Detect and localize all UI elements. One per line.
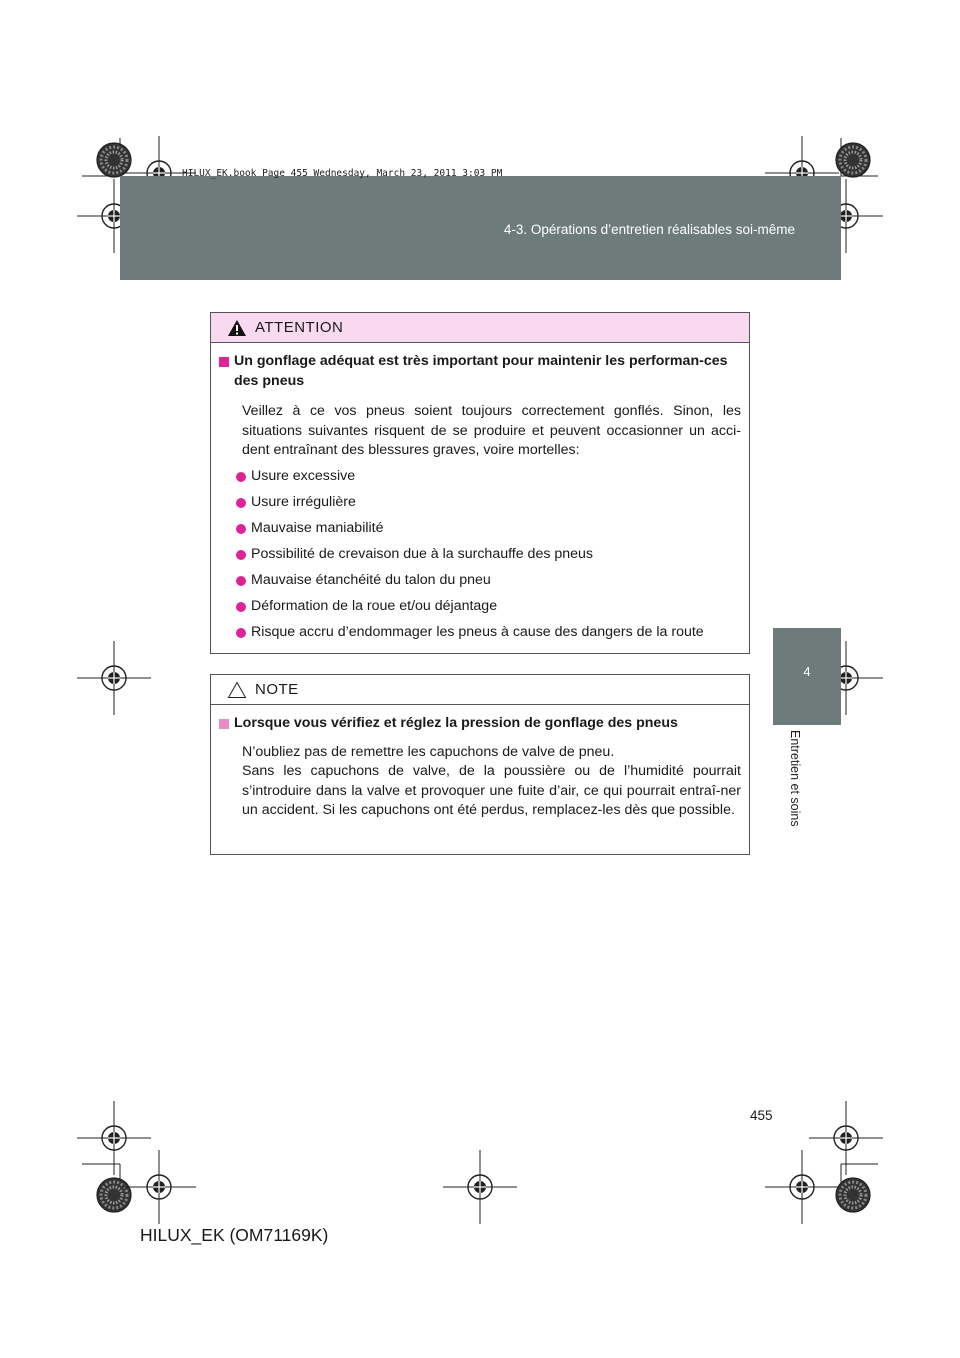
page-number: 455 bbox=[750, 1108, 773, 1123]
note-header bbox=[211, 675, 749, 705]
warning-box bbox=[210, 312, 750, 654]
document-code: HILUX_EK (OM71169K) bbox=[140, 1225, 329, 1245]
list-item: Usure excessive bbox=[236, 467, 741, 487]
list-item: Déformation de la roue et/ou déjantage bbox=[236, 597, 741, 617]
note-label: NOTE bbox=[255, 681, 299, 698]
list-item: Possibilité de crevaison due à la surchauffe des pneus bbox=[236, 545, 741, 565]
note-box bbox=[210, 674, 750, 855]
list-item: Usure irrégulière bbox=[236, 493, 741, 513]
round-bullet-icon bbox=[236, 576, 246, 586]
round-bullet-icon bbox=[236, 472, 246, 482]
list-item: Mauvaise maniabilité bbox=[236, 519, 741, 539]
round-bullet-icon bbox=[236, 602, 246, 612]
warning-paragraph: Veillez à ce vos pneus soient toujours correctement gonflés. Sinon, les situations suivantes risquent de se produire et peuvent occasionner un acci-dent entraînant des blessures graves, voire mortelles: bbox=[242, 403, 741, 458]
warning-triangle-icon bbox=[227, 319, 247, 337]
caution-outline-icon bbox=[227, 681, 247, 699]
round-bullet-icon bbox=[236, 498, 246, 508]
round-bullet-icon bbox=[236, 628, 246, 638]
note-heading bbox=[219, 714, 741, 734]
round-bullet-icon bbox=[236, 550, 246, 560]
warning-label: ATTENTION bbox=[255, 319, 344, 336]
list-item: Risque accru d’endommager les pneus à cause des dangers de la route bbox=[236, 623, 741, 643]
chapter-number: 4 bbox=[803, 664, 811, 679]
section-title: 4-3. Opérations d’entretien réalisables soi-même bbox=[503, 222, 795, 237]
note-paragraph: N’oubliez pas de remettre les capuchons de valve de pneu. bbox=[242, 743, 615, 760]
round-bullet-icon bbox=[236, 524, 246, 534]
book-stamp: HILUX_EK.book Page 455 Wednesday, March 23, 2011 3:03 PM bbox=[182, 168, 503, 179]
warning-heading bbox=[219, 352, 741, 391]
chapter-tab bbox=[773, 628, 841, 725]
chapter-title: Entretien et soins bbox=[788, 730, 802, 827]
list-item: Mauvaise étanchéité du talon du pneu bbox=[236, 571, 741, 591]
square-bullet-icon bbox=[219, 719, 229, 729]
warning-header bbox=[211, 313, 749, 343]
warning-heading-text: Un gonflage adéquat est très important pour maintenir les performan-ces des pneus bbox=[234, 353, 728, 389]
note-heading-text: Lorsque vous vérifiez et réglez la pression de gonflage des pneus bbox=[234, 715, 678, 731]
square-bullet-icon bbox=[219, 357, 229, 367]
note-paragraph: Sans les capuchons de valve, de la poussière ou de l’humidité pourrait s’introduire dans la valve et provoquer une fuite d’air, ce qui pourrait entraî-ner un accident. Si les capuchons ont été perdus, remplacez-les dès que possible. bbox=[242, 763, 741, 818]
